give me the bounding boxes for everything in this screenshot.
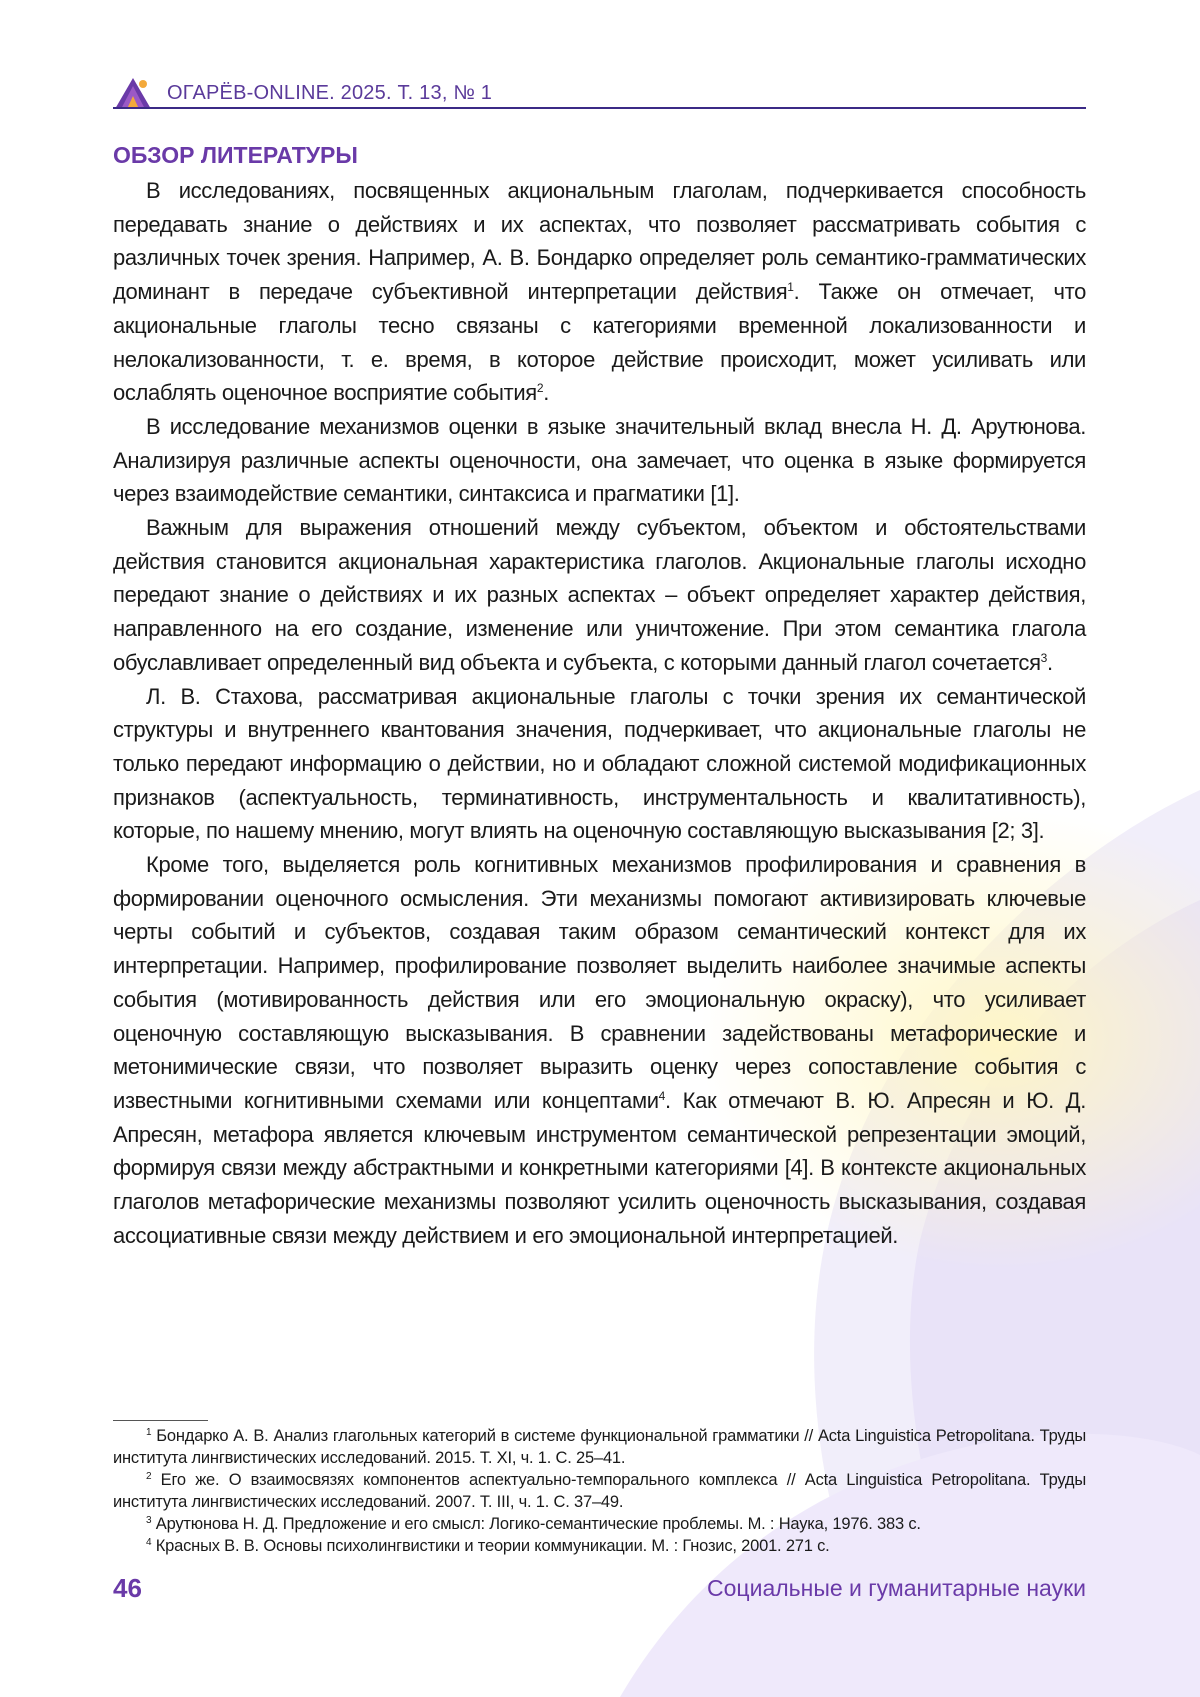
footnotes bbox=[113, 1420, 1086, 1557]
footnote-text: Красных В. В. Основы психолингвистики и теории коммуникации. М. : Гнозис, 2001. 271 с. bbox=[151, 1537, 829, 1555]
footnote-number: 1 bbox=[146, 1427, 151, 1438]
footnote-ref[interactable]: 2 bbox=[537, 381, 543, 395]
paragraph-text: . Как отмечают В. Ю. Апресян и Ю. Д. Апресян, метафора является ключевым инструментом семантической репрезентации эмоций, формируя связи между абстрактными и конкретными категориями [4]. В контексте акциональных глаголов метафорические механизмы позволяют усилить оценочность высказывания, создавая ассоциативные связи между действием и его эмоциональной интерпретацией. bbox=[113, 1088, 1086, 1248]
paragraph-text: Важным для выражения отношений между субъектом, объектом и обстоятельствами действия становится акциональная характеристика глаголов. Акциональные глаголы исходно передают знание о действиях и их разных аспектах – объект определяет характер действия, направленного на его создание, изменение или уничтожение. При этом семантика глагола обуславливает определенный вид объекта и субъекта, с которыми данный глагол сочетается bbox=[113, 515, 1086, 675]
footnote-ref[interactable]: 3 bbox=[1041, 651, 1047, 665]
footnote-ref[interactable]: 1 bbox=[787, 280, 793, 294]
footnote-number: 3 bbox=[146, 1515, 151, 1526]
paragraph-2: В исследование механизмов оценки в языке значительный вклад внесла Н. Д. Арутюнова. Анализируя различные аспекты оценочности, она замечает, что оценка в языке формируется через взаимодействие семантики, синтаксиса и прагматики [1]. bbox=[113, 410, 1086, 511]
paragraph-1 bbox=[113, 174, 1086, 410]
page-number: 46 bbox=[113, 1573, 142, 1604]
journal-header bbox=[113, 76, 1086, 110]
footnote-ref[interactable]: 4 bbox=[659, 1089, 665, 1103]
journal-title: ОГАРЁВ-ONLINE. 2025. Т. 13, № 1 bbox=[167, 82, 492, 105]
paragraph-5 bbox=[113, 848, 1086, 1252]
section-heading: ОБЗОР ЛИТЕРАТУРЫ bbox=[113, 140, 1086, 170]
footnote-3 bbox=[113, 1513, 1086, 1535]
footnote-number: 4 bbox=[146, 1537, 151, 1548]
paragraph-text: Кроме того, выделяется роль когнитивных механизмов профилирования и сравнения в формировании оценочного осмысления. Эти механизмы помогают активизировать ключевые черты событий и субъектов, создавая таким образом семантический контекст для их интерпретации. Например, профилирование позволяет выделить наиболее значимые аспекты события (мотивированность действия или его эмоциональную окраску), что усиливает оценочную составляющую высказывания. В сравнении задействованы метафорические и метонимические связи, что позволяет выразить оценку через сопоставление события с известными когнитивными схемами или концептами bbox=[113, 852, 1086, 1113]
footnote-4 bbox=[113, 1535, 1086, 1557]
section-name: Социальные и гуманитарные науки bbox=[707, 1575, 1086, 1602]
footnote-text: Бондарко А. В. Анализ глагольных категорий в системе функциональной грамматики // Acta Linguistica Petropolitana. Труды института лингвистических исследований. 2015. Т. XI, ч. 1. С. 25–41. bbox=[113, 1427, 1086, 1467]
paragraph-text: В исследованиях, посвященных акциональным глаголам, подчеркивается способность передавать знание о действиях и их аспектах, что позволяет рассматривать события с различных точек зрения. Например, А. В. Бондарко определяет роль семантико-грамматических доминант в передаче субъективной интерпретации действия bbox=[113, 178, 1086, 304]
paragraph-text: . bbox=[1047, 650, 1053, 675]
footnote-text: Арутюнова Н. Д. Предложение и его смысл: Логико-семантические проблемы. М. : Наука, 1976. 383 с. bbox=[151, 1515, 920, 1533]
paragraph-text: . bbox=[543, 380, 549, 405]
paragraph-4: Л. В. Стахова, рассматривая акциональные глаголы с точки зрения их семантической структуры и внутреннего квантования значения, подчеркивает, что акциональные глаголы не только передают информацию о действии, но и обладают сложной системой модификационных признаков (аспектуальность, терминативность, инструментальность и квалитативность), которые, по нашему мнению, могут влиять на оценочную составляющую высказывания [2; 3]. bbox=[113, 680, 1086, 849]
article-body bbox=[113, 140, 1086, 1253]
journal-logo-icon bbox=[113, 76, 153, 110]
footnote-text: Его же. О взаимосвязях компонентов аспектуально-темпорального комплекса // Acta Linguistica Petropolitana. Труды института лингвистических исследований. 2007. Т. III, ч. 1. С. 37–49. bbox=[113, 1471, 1086, 1511]
footnote-2 bbox=[113, 1469, 1086, 1513]
paragraph-text: . Также он отмечает, что акциональные глаголы тесно связаны с категориями временной локализованности и нелокализованности, т. е. время, в которое действие происходит, может усиливать или ослаблять оценочное восприятие события bbox=[113, 279, 1086, 405]
footnote-number: 2 bbox=[146, 1471, 151, 1482]
footnote-1 bbox=[113, 1425, 1086, 1469]
paragraph-3 bbox=[113, 511, 1086, 680]
footnote-divider bbox=[113, 1420, 208, 1421]
header-divider bbox=[113, 107, 1086, 109]
